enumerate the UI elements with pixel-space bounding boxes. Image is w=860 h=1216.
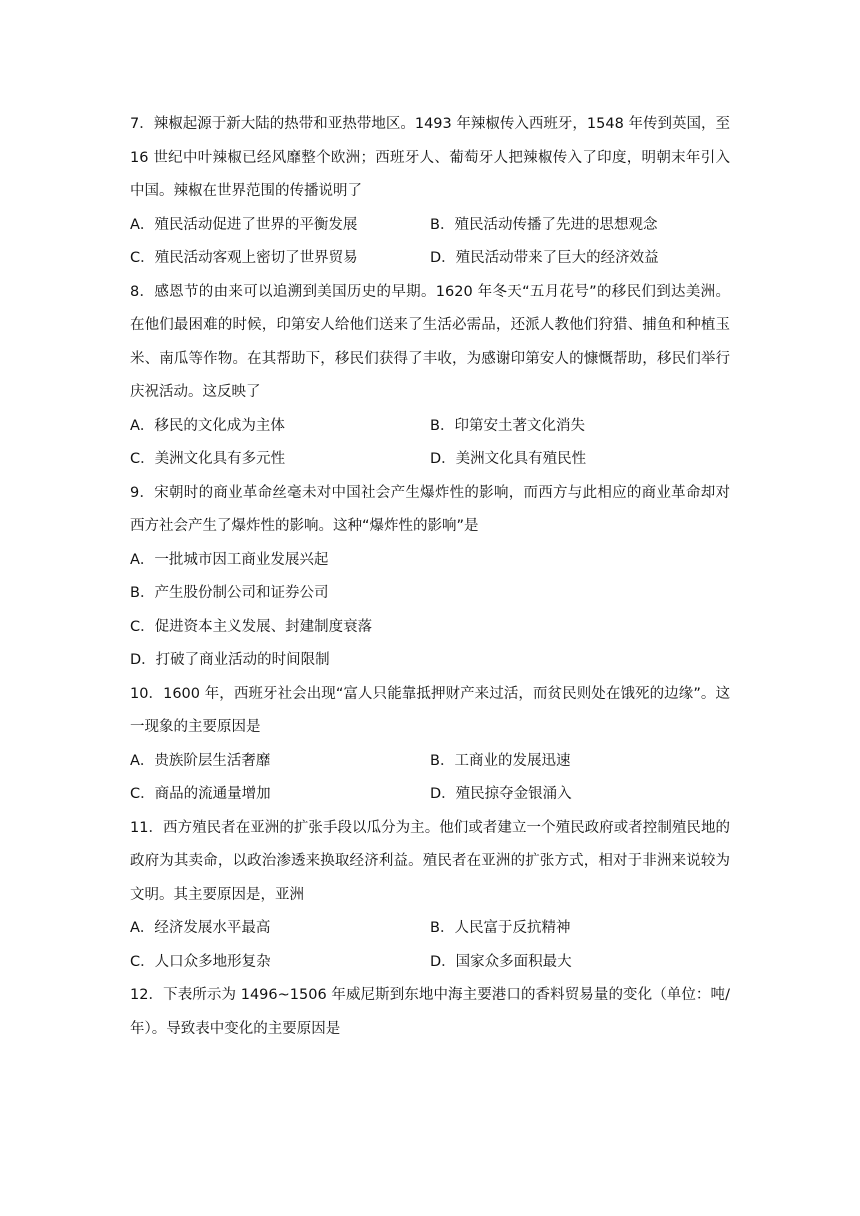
option-a[interactable]: A．殖民活动促进了世界的平衡发展 (130, 216, 358, 233)
option-a[interactable]: A．贵族阶层生活奢靡 (130, 752, 271, 769)
question-12 (130, 979, 730, 1046)
question-7 (130, 108, 730, 276)
answer-options (130, 544, 730, 678)
option-d[interactable]: D．美洲文化具有殖民性 (430, 451, 587, 467)
option-c[interactable]: C．促进资本主义发展、封建制度衰落 (130, 618, 373, 635)
question-8 (130, 276, 730, 477)
option-a[interactable]: A．一批城市因工商业发展兴起 (130, 551, 329, 568)
question-stem: 9．宋朝时的商业革命丝毫未对中国社会产生爆炸性的影响，而西方与此相应的商业革命却对西方社会产生了爆炸性的影响。这种“爆炸性的影响”是 (130, 484, 730, 534)
option-a[interactable]: A．经济发展水平最高 (130, 920, 271, 936)
question-9 (130, 477, 730, 678)
question-stem: 10．1600 年，西班牙社会出现“富人只能靠抵押财产来过活，而贫民则处在饿死的边缘”。这一现象的主要原因是 (130, 685, 730, 735)
answer-options (130, 410, 730, 477)
option-c[interactable]: C．殖民活动客观上密切了世界贸易 (130, 250, 358, 266)
option-d[interactable]: D．国家众多面积最大 (430, 953, 572, 970)
option-b[interactable]: B．殖民活动传播了先进的思想观念 (430, 216, 658, 233)
option-d[interactable]: D．殖民活动带来了巨大的经济效益 (430, 250, 659, 266)
option-b[interactable]: B．印第安土著文化消失 (430, 417, 585, 434)
question-stem: 8．感恩节的由来可以追溯到美国历史的早期。1620 年冬天“五月花号”的移民们到达美洲。在他们最困难的时候，印第安人给他们送来了生活必需品，还派人教他们狩猎、捕鱼和种植玉米、南瓜等作物。在其帮助下，移民们获得了丰收，为感谢印第安人的慷慨帮助，移民们举行庆祝活动。这反映了 (130, 283, 730, 400)
question-stem: 11．西方殖民者在亚洲的扩张手段以瓜分为主。他们或者建立一个殖民政府或者控制殖民地的政府为其卖命，以政治渗透来换取经济利益。殖民者在亚洲的扩张方式，相对于非洲来说较为文明。其主要原因是，亚洲 (130, 819, 730, 903)
question-11 (130, 812, 730, 980)
answer-options (130, 745, 730, 812)
option-b[interactable]: B．工商业的发展迅速 (430, 752, 571, 769)
answer-options (130, 912, 730, 979)
option-a[interactable]: A．移民的文化成为主体 (130, 417, 285, 434)
option-c[interactable]: C．美洲文化具有多元性 (130, 451, 286, 467)
option-c[interactable]: C．商品的流通量增加 (130, 786, 271, 802)
option-b[interactable]: B．产生股份制公司和证券公司 (130, 585, 329, 601)
option-d[interactable]: D．殖民掠夺金银涌入 (430, 786, 572, 802)
question-stem: 12．下表所示为 1496~1506 年威尼斯到东地中海主要港口的香料贸易量的变化（单位：吨/年）。导致表中变化的主要原因是 (130, 987, 730, 1037)
option-c[interactable]: C．人口众多地形复杂 (130, 953, 271, 970)
option-b[interactable]: B．人民富于反抗精神 (430, 920, 571, 936)
question-10 (130, 678, 730, 812)
question-stem: 7．辣椒起源于新大陆的热带和亚热带地区。1493 年辣椒传入西班牙，1548 年传到英国，至 16 世纪中叶辣椒已经风靡整个欧洲；西班牙人、葡萄牙人把辣椒传入了印度，明朝末年引入中国。辣椒在世界范围的传播说明了 (130, 116, 730, 199)
answer-options (130, 209, 730, 276)
option-d[interactable]: D．打破了商业活动的时间限制 (130, 652, 330, 668)
